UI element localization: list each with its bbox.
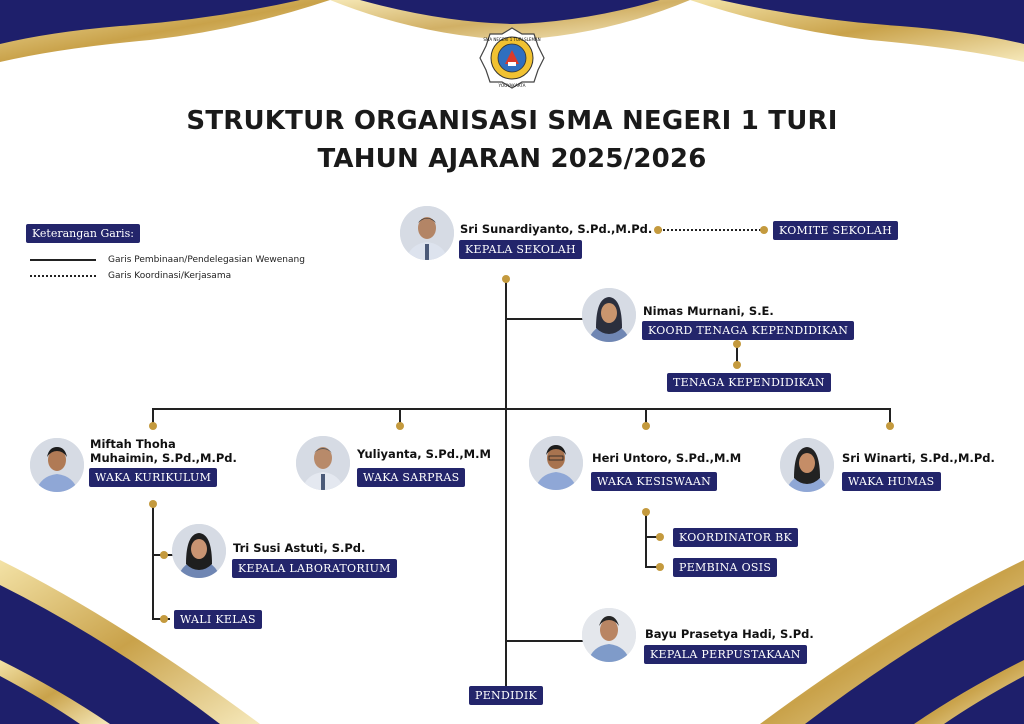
connector-dot [642, 422, 650, 430]
kurikulum-sub-line [152, 502, 154, 618]
koordinator-bk-box: KOORDINATOR BK [673, 528, 798, 547]
lab-name: Tri Susi Astuti, S.Pd. [233, 541, 366, 555]
legend-dotted-row [30, 271, 231, 281]
tenaga-kependidikan-box: TENAGA KEPENDIDIKAN [667, 373, 831, 392]
solid-line-sample [30, 259, 96, 261]
perpus-photo [582, 608, 636, 662]
pembina-osis-box: PEMBINA OSIS [673, 558, 777, 577]
perpus-role: KEPALA PERPUSTAKAAN [644, 645, 807, 664]
legend-solid-row [30, 255, 305, 265]
legend-dotted-label: Garis Koordinasi/Kerjasama [108, 271, 232, 281]
tendik-name: Nimas Murnani, S.E. [643, 304, 774, 318]
sarpras-role: WAKA SARPRAS [357, 468, 465, 487]
page-subtitle: TAHUN AJARAN 2025/2026 [317, 144, 707, 174]
komite-dotted-line [660, 229, 764, 231]
connector-dot [396, 422, 404, 430]
tendik-branch-line [505, 318, 585, 320]
lab-photo [172, 524, 226, 578]
legend-solid-label: Garis Pembinaan/Pendelegasian Wewenang [108, 255, 305, 265]
logo-ring-text: SMA NEGERI 1 TURI SLEMAN [483, 37, 541, 42]
connector-dot [886, 422, 894, 430]
connector-dot [502, 275, 510, 283]
komite-sekolah-box: KOMITE SEKOLAH [773, 221, 898, 240]
kurikulum-name-line2: Muhaimin, S.Pd.,M.Pd. [90, 451, 237, 465]
connector-dot [733, 340, 741, 348]
tendik-photo [582, 288, 636, 342]
main-vertical-line [505, 278, 507, 690]
logo-city-text: YOGYAKARTA [498, 83, 526, 88]
kurikulum-photo [30, 438, 84, 492]
connector-dot [656, 563, 664, 571]
humas-name: Sri Winarti, S.Pd.,M.Pd. [842, 451, 995, 465]
kurikulum-name-line1: Miftah Thoha [90, 437, 176, 451]
connector-dot [733, 361, 741, 369]
connector-dot [656, 533, 664, 541]
connector-dot [149, 500, 157, 508]
pendidik-box: PENDIDIK [469, 686, 543, 705]
waka-horizontal-line [152, 408, 890, 410]
perpus-branch-line [505, 640, 585, 642]
kesiswaan-role: WAKA KESISWAAN [591, 472, 717, 491]
kesiswaan-sub-line [645, 510, 647, 566]
kepsek-photo [400, 206, 454, 260]
humas-photo [780, 438, 834, 492]
sarpras-photo [296, 436, 350, 490]
kurikulum-role: WAKA KURIKULUM [89, 468, 217, 487]
connector-dot [760, 226, 768, 234]
connector-dot [642, 508, 650, 516]
lab-role: KEPALA LABORATORIUM [232, 559, 397, 578]
dotted-line-sample [30, 275, 96, 277]
legend-title: Keterangan Garis: [26, 224, 140, 243]
kesiswaan-photo [529, 436, 583, 490]
kepsek-name: Sri Sunardiyanto, S.Pd.,M.Pd. [460, 222, 653, 236]
kesiswaan-name: Heri Untoro, S.Pd.,M.M [592, 451, 742, 465]
page-title: STRUKTUR ORGANISASI SMA NEGERI 1 TURI [186, 106, 838, 136]
connector-dot [654, 226, 662, 234]
connector-dot [160, 615, 168, 623]
connector-dot [149, 422, 157, 430]
perpus-name: Bayu Prasetya Hadi, S.Pd. [645, 627, 814, 641]
sarpras-name: Yuliyanta, S.Pd.,M.M [357, 447, 491, 461]
tendik-role: KOORD TENAGA KEPENDIDIKAN [642, 321, 854, 340]
wali-kelas-box: WALI KELAS [174, 610, 262, 629]
connector-dot [160, 551, 168, 559]
humas-role: WAKA HUMAS [842, 472, 941, 491]
kepsek-role: KEPALA SEKOLAH [459, 240, 582, 259]
school-logo [478, 26, 546, 90]
